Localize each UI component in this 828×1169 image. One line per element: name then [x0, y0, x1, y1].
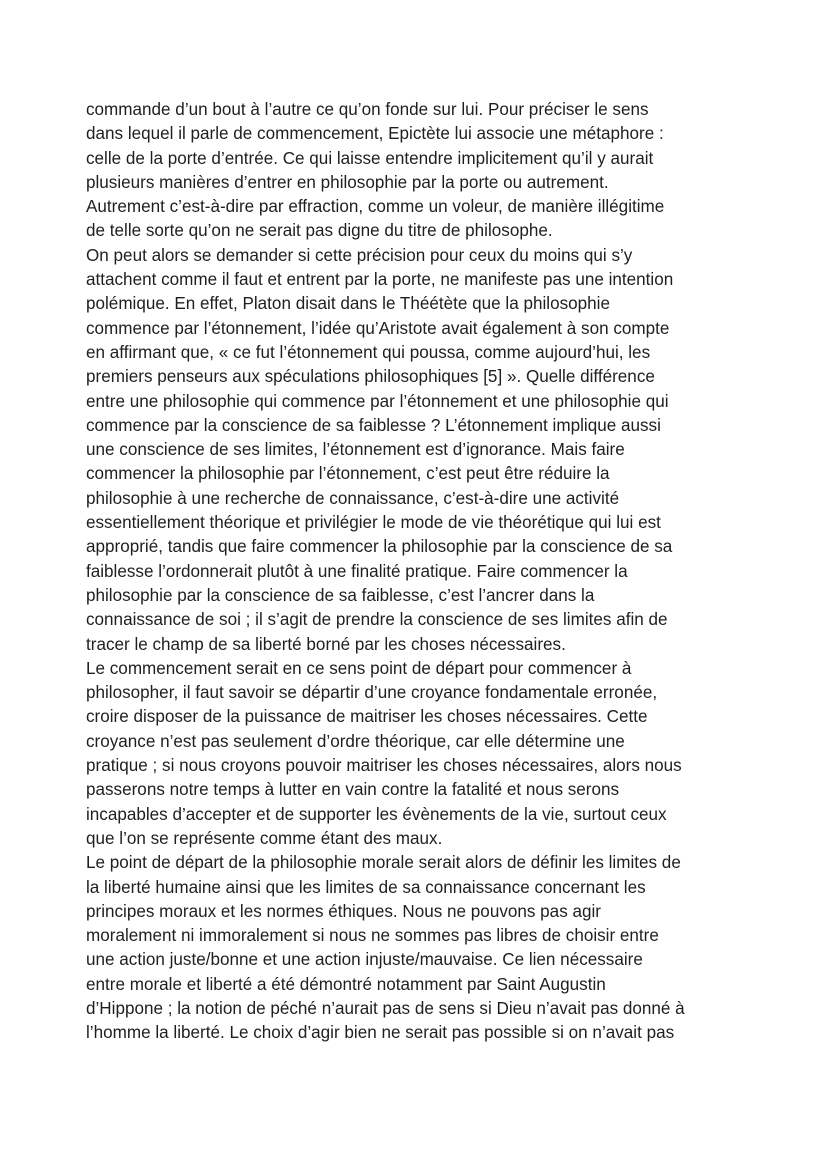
- text-line: croire disposer de la puissance de maitriser les choses nécessaires. Cette: [86, 707, 648, 727]
- text-line: philosopher, il faut savoir se départir d’une croyance fondamentale erronée,: [86, 683, 658, 703]
- text-line: tracer le champ de sa liberté borné par les choses nécessaires.: [86, 634, 566, 654]
- text-line: la liberté humaine ainsi que les limites de sa connaissance concernant les: [86, 877, 646, 897]
- text-line: passerons notre temps à lutter en vain contre la fatalité et nous serons: [86, 780, 620, 800]
- text-line: pratique ; si nous croyons pouvoir maitriser les choses nécessaires, alors nous: [86, 756, 682, 776]
- text-line: une conscience de ses limites, l’étonnement est d’ignorance. Mais faire: [86, 440, 625, 460]
- text-line: croyance n’est pas seulement d’ordre théorique, car elle détermine une: [86, 731, 625, 751]
- text-line: approprié, tandis que faire commencer la philosophie par la conscience de sa: [86, 537, 673, 557]
- text-line: Le commencement serait en ce sens point de départ pour commencer à: [86, 658, 632, 678]
- text-line: dans lequel il parle de commencement, Epictète lui associe une métaphore :: [86, 124, 664, 144]
- text-line: Autrement c’est-à-dire par effraction, comme un voleur, de manière illégitime: [86, 197, 665, 217]
- text-line: commencer la philosophie par l’étonnement, c’est peut être réduire la: [86, 464, 610, 484]
- text-line: attachent comme il faut et entrent par la porte, ne manifeste pas une intention: [86, 270, 674, 290]
- text-line: principes moraux et les normes éthiques. Nous ne pouvons pas agir: [86, 901, 601, 921]
- text-line: une action juste/bonne et une action injuste/mauvaise. Ce lien nécessaire: [86, 950, 643, 970]
- text-line: plusieurs manières d’entrer en philosophie par la porte ou autrement.: [86, 172, 609, 192]
- text-line: moralement ni immoralement si nous ne sommes pas libres de choisir entre: [86, 926, 659, 946]
- text-line: que l’on se représente comme étant des maux.: [86, 828, 443, 848]
- text-line: essentiellement théorique et privilégier le mode de vie théorétique qui lui est: [86, 513, 661, 533]
- text-line: commence par la conscience de sa faiblesse ? L’étonnement implique aussi: [86, 415, 661, 435]
- text-line: premiers penseurs aux spéculations philosophiques [5] ». Quelle différence: [86, 367, 655, 387]
- text-line: On peut alors se demander si cette précision pour ceux du moins qui s’y: [86, 245, 633, 265]
- body-text: [86, 98, 754, 1046]
- text-line: d’Hippone ; la notion de péché n’aurait pas de sens si Dieu n’avait pas donné à: [86, 998, 685, 1018]
- text-line: philosophie par la conscience de sa faiblesse, c’est l’ancrer dans la: [86, 585, 595, 605]
- text-line: de telle sorte qu’on ne serait pas digne du titre de philosophe.: [86, 221, 553, 241]
- text-line: faiblesse l’ordonnerait plutôt à une finalité pratique. Faire commencer la: [86, 561, 628, 581]
- text-line: celle de la porte d’entrée. Ce qui laisse entendre implicitement qu’il y aurait: [86, 148, 654, 168]
- text-line: connaissance de soi ; il s’agit de prendre la conscience de ses limites afin de: [86, 610, 668, 630]
- text-line: polémique. En effet, Platon disait dans le Théétète que la philosophie: [86, 294, 610, 314]
- text-line: commence par l’étonnement, l’idée qu’Aristote avait également à son compte: [86, 318, 670, 338]
- text-line: Le point de départ de la philosophie morale serait alors de définir les limites de: [86, 853, 681, 873]
- text-line: incapables d’accepter et de supporter les évènements de la vie, surtout ceux: [86, 804, 667, 824]
- text-line: entre morale et liberté a été démontré notamment par Saint Augustin: [86, 974, 606, 994]
- text-line: l’homme la liberté. Le choix d’agir bien ne serait pas possible si on n’avait pas: [86, 1023, 675, 1043]
- text-line: commande d’un bout à l’autre ce qu’on fonde sur lui. Pour préciser le sens: [86, 100, 649, 119]
- text-line: en affirmant que, « ce fut l’étonnement qui poussa, comme aujourd’hui, les: [86, 342, 651, 362]
- text-line: philosophie à une recherche de connaissance, c’est-à-dire une activité: [86, 488, 620, 508]
- text-line: entre une philosophie qui commence par l’étonnement et une philosophie qui: [86, 391, 669, 411]
